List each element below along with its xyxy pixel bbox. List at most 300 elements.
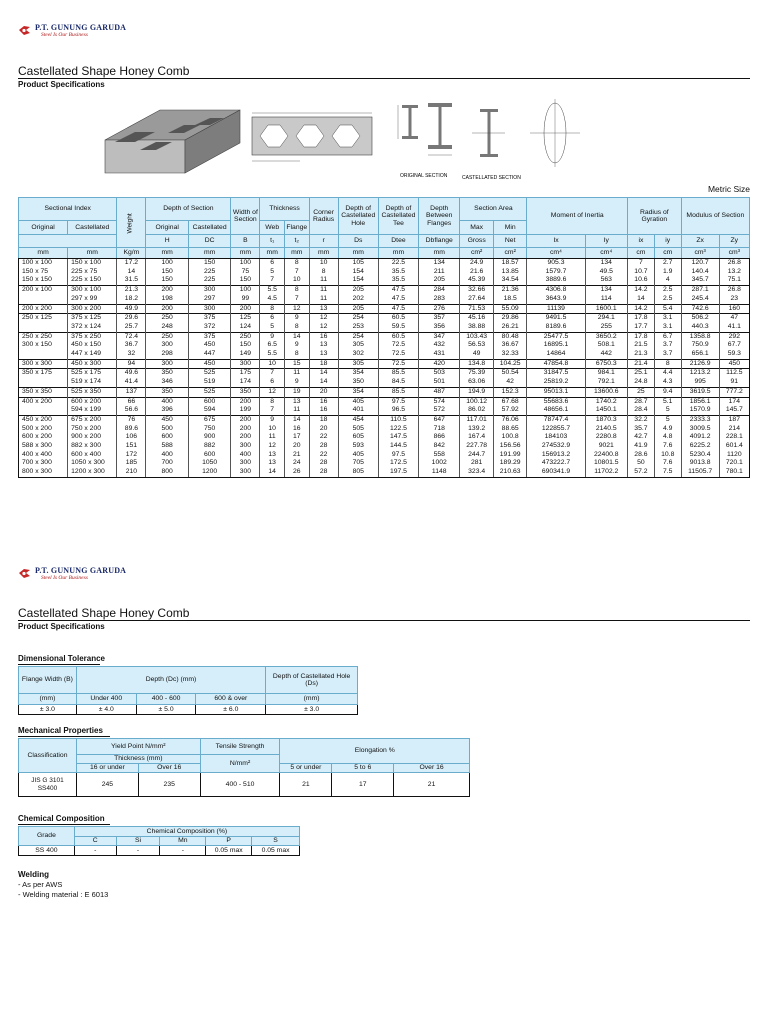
table-cell: 100 [231,259,260,268]
table-cell: 248 [146,323,188,332]
table-cell: 150 x 150 [19,276,68,285]
table-cell: 300 [231,468,260,477]
table-cell: 8 [284,259,309,268]
table-cell: 594 x 199 [68,406,117,415]
table-cell: 25477.5 [527,332,585,341]
table-cell: 4091.2 [681,433,719,442]
table-cell: 4.4 [654,369,681,378]
table-cell: 300 [188,286,230,295]
th-depth-castellated-tee: Depth of Castellated Tee [378,198,418,235]
table-cell: 284 [419,286,460,295]
table-cell: 601.4 [719,442,749,451]
table-cell: 3009.5 [681,425,719,434]
table-cell: 4.5 [260,295,285,304]
table-row [19,286,750,295]
table-cell: 9 [284,341,309,350]
table-cell: 298 [146,350,188,359]
table-cell: 350 x 350 [19,387,68,397]
welding-section [18,870,108,900]
table-cell: 558 [419,451,460,460]
table-row [19,314,750,323]
tolerance-title: Dimensional Tolerance [18,654,105,663]
table-cell: 4 [654,276,681,285]
tol-unit: (mm) [19,694,77,705]
table-cell: 9 [260,332,285,341]
table-cell: 19 [284,387,309,397]
table-cell: 210 [117,468,146,477]
table-cell: 16 [284,425,309,434]
table-cell: 11 [284,406,309,415]
tol-depth-header: Depth (Dc) (mm) [76,667,265,694]
th-unit: cm [654,248,681,259]
table-cell: 67.7 [719,341,749,350]
tol-hole-unit: (mm) [266,694,358,705]
table-cell: 742.6 [681,304,719,314]
chem-element: Mn [160,837,206,846]
table-cell: 9 [284,378,309,387]
garuda-logo-icon [18,24,31,37]
table-cell: 145.7 [719,406,749,415]
table-cell: 114 [585,295,627,304]
table-cell: 294.1 [585,314,627,323]
spec-table [18,197,750,478]
th-unit: cm⁴ [585,248,627,259]
table-cell: 347 [419,332,460,341]
table-cell: 7.6 [654,442,681,451]
table-row [19,459,750,468]
table-cell: 49.6 [117,369,146,378]
th-symbol: Gross [460,235,494,248]
table-cell: 7.6 [654,459,681,468]
th-sectional-index: Sectional Index [19,198,117,221]
table-cell: 10.6 [628,276,655,285]
table-cell: 103.43 [460,332,494,341]
chem-value: - [74,846,116,856]
table-cell: 274532.9 [527,442,585,451]
table-cell: 24 [284,459,309,468]
table-cell: 160 [719,304,749,314]
table-cell: 151 [117,442,146,451]
table-cell: 152.3 [493,387,527,397]
table-cell: 506.2 [681,314,719,323]
mechanical-table [18,738,470,797]
table-cell: 3889.6 [527,276,585,285]
table-cell: 588 x 300 [19,442,68,451]
table-cell [19,323,68,332]
table-cell: 13600.6 [585,387,627,397]
table-cell: 300 x 300 [19,359,68,369]
table-cell: 189.29 [493,459,527,468]
table-cell: 24.9 [460,259,494,268]
table-cell: 200 [146,304,188,314]
table-cell: 191.99 [493,451,527,460]
table-cell: 305 [338,359,378,369]
table-cell: 150 [146,268,188,277]
table-cell: 10 [284,276,309,285]
table-row [19,406,750,415]
table-cell: 1579.7 [527,268,585,277]
tol-value: ± 3.0 [266,705,358,715]
table-cell: 300 [146,341,188,350]
table-cell: 76.06 [493,415,527,424]
table-cell: 245.4 [681,295,719,304]
table-cell: 20 [309,387,338,397]
table-cell: 13.2 [719,268,749,277]
title-divider [18,78,750,79]
table-cell: 354 [338,369,378,378]
table-cell: 34.54 [493,276,527,285]
table-cell: 47.5 [378,295,418,304]
table-cell: 805 [338,468,378,477]
company-name: P.T. GUNUNG GARUDA [35,23,127,32]
mech-grade: JIS G 3101 SS400 [19,773,77,797]
table-cell: 420 [419,359,460,369]
th-symbol: ix [628,235,655,248]
table-cell: 8 [284,350,309,359]
mech-value: 400 - 510 [200,773,280,797]
table-cell: 100.8 [493,433,527,442]
table-cell: 11 [309,286,338,295]
garuda-logo-icon [18,567,31,580]
table-cell: 210.63 [493,468,527,477]
table-cell: 442 [585,350,627,359]
table-cell: 297 x 99 [68,295,117,304]
table-cell: 5.5 [260,286,285,295]
table-cell: 21.3 [117,286,146,295]
table-cell: 9013.8 [681,459,719,468]
th-width-of-section: Width of Section [231,198,260,235]
table-cell: 7 [260,406,285,415]
table-cell: 150 [231,276,260,285]
table-cell: 21.4 [628,359,655,369]
table-cell: 22.5 [378,259,418,268]
table-cell: 36.67 [493,341,527,350]
table-cell: 17.7 [628,323,655,332]
table-cell: 95013.1 [527,387,585,397]
mech-classification-header: Classification [19,739,77,773]
table-cell: 905.3 [527,259,585,268]
table-cell: 8 [260,304,285,314]
table-cell: 76 [117,415,146,424]
table-cell: 1050 [188,459,230,468]
table-cell: 13 [260,451,285,460]
table-cell: 154 [338,276,378,285]
th-radius-of-gyration: Radius of Gyration [628,198,682,235]
tol-value: ± 4.0 [76,705,136,715]
table-cell: 656.1 [681,350,719,359]
table-cell: 26 [284,468,309,477]
table-cell: 214 [719,425,749,434]
th-symbol: Dtee [378,235,418,248]
mech-elong-col: Over 16 [394,764,470,773]
table-cell: 15 [284,359,309,369]
table-cell: 112.5 [719,369,749,378]
company-name: P.T. GUNUNG GARUDA [35,566,127,575]
th-symbol: H [146,235,188,248]
table-cell: 6 [260,314,285,323]
th-symbol: Dbflange [419,235,460,248]
table-cell: 9.4 [654,387,681,397]
table-cell: 225 x 75 [68,268,117,277]
th-blank [19,235,117,248]
table-cell: 72.5 [378,350,418,359]
table-cell: 134 [585,286,627,295]
table-cell: 45.16 [460,314,494,323]
table-cell: 405 [338,397,378,406]
table-cell: 205 [419,276,460,285]
th-symbol: t₁ [260,235,285,248]
table-cell: 13 [309,350,338,359]
table-cell: 10.7 [628,268,655,277]
table-cell: 600 [188,451,230,460]
table-cell: 139.2 [460,425,494,434]
table-cell: 300 [146,359,188,369]
table-cell: 100.12 [460,397,494,406]
table-cell: 57.92 [493,406,527,415]
table-cell: 4306.8 [527,286,585,295]
table-cell: 25.7 [117,323,146,332]
table-cell: 18.2 [117,295,146,304]
table-cell: 7 [260,276,285,285]
table-cell: 2333.3 [681,415,719,424]
th-unit: cm³ [681,248,719,259]
table-cell: 525 [188,369,230,378]
th-unit: cm² [493,248,527,259]
table-cell: 375 x 125 [68,314,117,323]
table-cell: 16 [309,406,338,415]
table-cell: 300 x 150 [19,341,68,350]
table-cell: 593 [338,442,378,451]
table-cell: 292 [719,332,749,341]
table-cell: 718 [419,425,460,434]
th-depth-original: Original [146,221,188,235]
table-cell: 11 [260,433,285,442]
table-cell: 172.5 [378,459,418,468]
table-cell: 5230.4 [681,451,719,460]
table-cell: 800 [146,468,188,477]
table-row [19,369,750,378]
mechanical-title: Mechanical Properties [18,726,103,735]
table-cell: 122.5 [378,425,418,434]
th-moment-of-inertia: Moment of Inertia [527,198,628,235]
table-cell: 487 [419,387,460,397]
castellated-section-label: CASTELLATED SECTION [462,175,521,181]
table-cell: 6.5 [260,341,285,350]
table-cell: 14 [284,332,309,341]
th-symbol: iy [654,235,681,248]
tol-value: ± 6.0 [196,705,266,715]
table-cell: 22 [309,433,338,442]
table-cell: 205 [338,286,378,295]
table-cell: 519 x 174 [68,378,117,387]
table-cell: 1358.8 [681,332,719,341]
table-cell: 503 [419,369,460,378]
spec-table-body [19,259,750,478]
table-cell: 31.5 [117,276,146,285]
table-cell: 26.8 [719,286,749,295]
table-cell: 41.4 [117,378,146,387]
table-cell: 777.2 [719,387,749,397]
table-cell: 281 [460,459,494,468]
table-cell: 172 [117,451,146,460]
table-cell: 500 [146,425,188,434]
table-cell: 8 [309,268,338,277]
table-cell: 350 x 175 [19,369,68,378]
table-cell: 700 x 300 [19,459,68,468]
table-cell: 88.65 [493,425,527,434]
table-cell: 250 [146,332,188,341]
table-cell: 4.3 [654,378,681,387]
table-cell: 200 [231,304,260,314]
table-cell: 244.7 [460,451,494,460]
table-cell: 574 [419,397,460,406]
table-cell: 375 [188,314,230,323]
table-cell: 154 [338,268,378,277]
table-row [19,433,750,442]
table-cell: 23 [719,295,749,304]
table-cell: 194.9 [460,387,494,397]
table-cell: 2.5 [654,286,681,295]
table-cell: 29.6 [117,314,146,323]
table-cell: 450 x 200 [19,415,68,424]
table-cell: 144.5 [378,442,418,451]
tol-hole-header: Depth of Castellated Hole (Ds) [266,667,358,694]
table-cell: 167.4 [460,433,494,442]
th-unit: mm [419,248,460,259]
table-cell: 42 [493,378,527,387]
table-cell: 78747.4 [527,415,585,424]
chem-grade-header: Grade [19,827,75,846]
table-cell: 600 [188,397,230,406]
table-cell: 447 x 149 [68,350,117,359]
table-cell: 1450.1 [585,406,627,415]
table-cell: 147.5 [378,433,418,442]
table-cell: 13 [284,397,309,406]
table-cell: 12 [284,304,309,314]
table-cell: 900 x 200 [68,433,117,442]
table-cell: 4.8 [654,433,681,442]
table-cell: 357 [419,314,460,323]
table-cell: 225 x 150 [68,276,117,285]
table-cell: 700 [146,459,188,468]
table-row [19,323,750,332]
th-unit: cm [628,248,655,259]
th-symbol: r [309,235,338,248]
table-cell: 14 [309,378,338,387]
table-cell: 3619.5 [681,387,719,397]
table-cell: 75.1 [719,276,749,285]
table-cell: 225 [188,268,230,277]
table-cell: 300 x 100 [68,286,117,295]
table-cell: 18 [309,359,338,369]
table-cell: 254 [338,314,378,323]
table-cell: 519 [188,378,230,387]
table-cell: 55683.6 [527,397,585,406]
table-cell: 20 [284,442,309,451]
table-cell: 105 [338,259,378,268]
table-cell: 97.5 [378,397,418,406]
table-cell: 5 [654,406,681,415]
table-cell: 85.5 [378,369,418,378]
table-cell: 49.5 [585,268,627,277]
table-cell [19,295,68,304]
welding-line: - As per AWS [18,880,63,890]
th-unit: mm [68,248,117,259]
table-cell: 16895.1 [527,341,585,350]
table-cell: 302 [338,350,378,359]
th-corner-radius: Corner Radius [309,198,338,235]
table-cell: 106 [117,433,146,442]
table-cell: 14.2 [628,304,655,314]
table-cell: 720.1 [719,459,749,468]
table-cell: 350 [338,378,378,387]
table-cell: 6 [260,259,285,268]
tol-flange-header: Flange Width (B) [19,667,77,694]
table-cell: 28 [309,442,338,451]
table-cell: 124 [231,323,260,332]
th-castellated: Castellated [68,221,117,235]
table-cell: 1148 [419,468,460,477]
th-unit: mm [309,248,338,259]
table-cell: 89.6 [117,425,146,434]
table-cell: 8 [260,397,285,406]
table-cell: 350 [146,369,188,378]
table-cell: 297 [188,295,230,304]
table-cell: 14 [260,468,285,477]
welding-title: Welding [18,870,49,879]
chemical-title: Chemical Composition [18,814,105,823]
table-cell: 56.6 [117,406,146,415]
table-cell: 72.5 [378,341,418,350]
table-cell: 400 [146,397,188,406]
table-cell: 26.8 [719,259,749,268]
table-cell: 86.02 [460,406,494,415]
table-cell: 31847.5 [527,369,585,378]
table-cell: 25 [628,387,655,397]
mech-value: 245 [76,773,138,797]
table-cell: 17.8 [628,314,655,323]
table-cell: 1200 [188,468,230,477]
th-modulus-of-section: Modulus of Section [681,198,749,235]
castellated-beam-3d-drawing [105,110,240,173]
table-cell: 56.53 [460,341,494,350]
table-cell: 13 [309,341,338,350]
mech-tensile-unit: N/mm² [200,755,280,773]
table-cell: 1002 [419,459,460,468]
table-cell: 10801.5 [585,459,627,468]
table-cell: 38.88 [460,323,494,332]
table-cell: 174 [719,397,749,406]
th-symbol: Zy [719,235,749,248]
table-cell: 205 [338,304,378,314]
table-cell: 11 [309,276,338,285]
table-cell: 17 [284,433,309,442]
table-cell: 184103 [527,433,585,442]
mech-yield-thickness: Thickness (mm) [76,755,200,764]
th-depth-of-section: Depth of Section [146,198,231,221]
table-cell: 11505.7 [681,468,719,477]
table-row [19,397,750,406]
table-cell: 7.5 [654,468,681,477]
table-cell: 18.57 [493,259,527,268]
table-cell: 4.9 [654,425,681,434]
table-cell: 250 [231,332,260,341]
table-cell: 405 [338,451,378,460]
table-cell: 525 [188,387,230,397]
table-cell: 13.85 [493,268,527,277]
table-cell: 25.1 [628,369,655,378]
table-cell: 21.36 [493,286,527,295]
